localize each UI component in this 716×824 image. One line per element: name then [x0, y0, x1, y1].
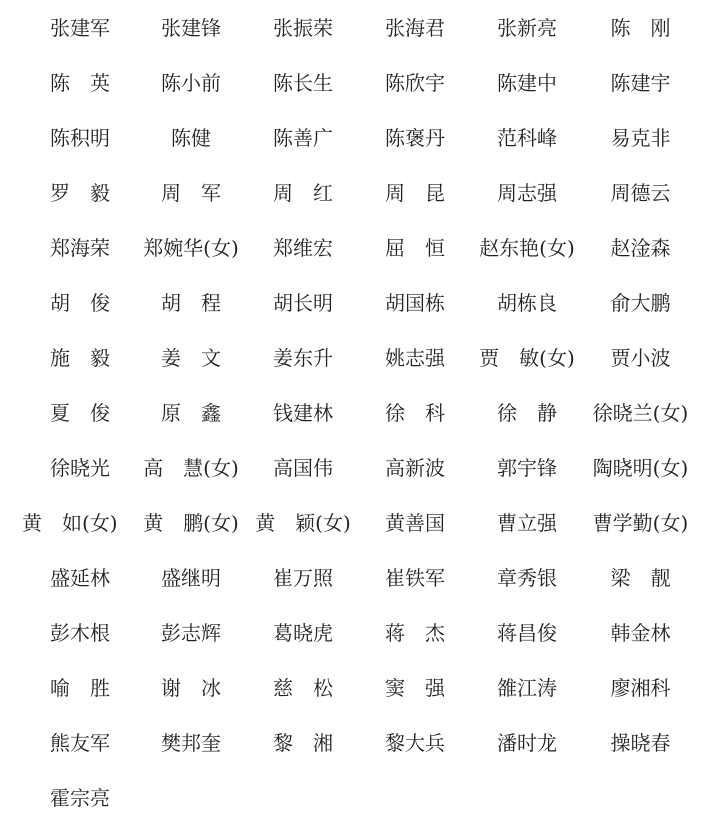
name-cell: 潘时龙 — [497, 731, 557, 755]
name-cell: 姜 文 — [161, 346, 221, 370]
name-cell: 张振荣 — [273, 16, 333, 40]
name-cell: 黄 颖(女) — [255, 511, 351, 535]
name-cell: 廖湘科 — [610, 676, 671, 700]
name-row — [0, 123, 716, 153]
name-cell: 易克非 — [610, 126, 671, 150]
name-cell: 崔万照 — [273, 566, 333, 590]
name-cell: 黎 湘 — [273, 731, 333, 755]
name-row — [0, 178, 716, 208]
name-cell: 郑维宏 — [273, 236, 333, 260]
name-cell: 赵淦森 — [610, 236, 671, 260]
name-cell: 高新波 — [385, 456, 445, 480]
name-cell: 胡 程 — [161, 291, 221, 315]
name-cell: 原 鑫 — [161, 401, 221, 425]
name-cell: 曹立强 — [497, 511, 557, 535]
name-cell: 梁 靓 — [610, 566, 671, 590]
name-cell: 慈 松 — [273, 676, 333, 700]
name-cell: 胡栋良 — [497, 291, 557, 315]
name-row — [0, 728, 716, 758]
name-cell: 黎大兵 — [385, 731, 445, 755]
name-cell: 陶晓明(女) — [592, 456, 689, 480]
name-cell: 贾小波 — [610, 346, 671, 370]
name-cell: 周 军 — [161, 181, 221, 205]
name-row — [0, 68, 716, 98]
name-cell: 韩金林 — [610, 621, 671, 645]
name-cell: 周德云 — [610, 181, 671, 205]
name-cell: 陈褒丹 — [385, 126, 445, 150]
name-cell: 盛延林 — [50, 566, 110, 590]
name-cell: 黄善国 — [385, 511, 445, 535]
name-cell: 陈小前 — [161, 71, 221, 95]
name-row — [0, 398, 716, 428]
name-row — [0, 343, 716, 373]
name-cell: 章秀银 — [497, 566, 557, 590]
name-cell: 熊友军 — [50, 731, 110, 755]
name-cell: 彭木根 — [50, 621, 110, 645]
name-cell: 黄 如(女) — [22, 511, 118, 535]
name-row — [0, 13, 716, 43]
name-cell: 喻 胜 — [50, 676, 110, 700]
name-cell: 徐 科 — [385, 401, 445, 425]
name-cell: 陈长生 — [273, 71, 333, 95]
name-cell: 陈 刚 — [610, 16, 671, 40]
name-cell: 张新亮 — [497, 16, 557, 40]
name-cell: 霍宗亮 — [50, 786, 110, 810]
name-cell: 张建军 — [50, 16, 110, 40]
name-cell: 罗 毅 — [50, 181, 110, 205]
name-cell: 夏 俊 — [50, 401, 110, 425]
name-row — [0, 563, 716, 593]
name-cell: 操晓春 — [610, 731, 671, 755]
name-cell: 蒋昌俊 — [497, 621, 557, 645]
name-cell: 陈健 — [171, 126, 211, 150]
name-cell: 郭宇锋 — [497, 456, 557, 480]
name-cell: 曹学勤(女) — [592, 511, 689, 535]
name-cell: 葛晓虎 — [273, 621, 333, 645]
name-cell: 徐 静 — [497, 401, 557, 425]
name-row — [0, 288, 716, 318]
name-cell: 钱建林 — [273, 401, 333, 425]
name-cell: 郑海荣 — [50, 236, 110, 260]
name-cell: 陈建宇 — [610, 71, 671, 95]
name-cell: 贾 敏(女) — [479, 346, 575, 370]
name-cell: 高 慧(女) — [143, 456, 239, 480]
name-cell: 雒江涛 — [497, 676, 557, 700]
name-cell: 樊邦奎 — [161, 731, 221, 755]
name-cell: 徐晓光 — [50, 456, 110, 480]
name-cell: 陈建中 — [497, 71, 557, 95]
name-row — [0, 673, 716, 703]
name-cell: 屈 恒 — [385, 236, 445, 260]
name-row — [0, 453, 716, 483]
name-cell: 陈 英 — [50, 71, 110, 95]
name-cell: 俞大鹏 — [610, 291, 671, 315]
name-cell: 窦 强 — [385, 676, 445, 700]
name-cell: 陈欣宇 — [385, 71, 445, 95]
name-cell: 盛继明 — [161, 566, 221, 590]
name-row — [0, 233, 716, 263]
name-cell: 周 昆 — [385, 181, 445, 205]
name-cell: 胡长明 — [273, 291, 333, 315]
name-cell: 周志强 — [497, 181, 557, 205]
name-cell: 施 毅 — [50, 346, 110, 370]
name-cell: 胡国栋 — [385, 291, 445, 315]
name-cell: 姜东升 — [273, 346, 333, 370]
name-cell: 崔铁军 — [385, 566, 445, 590]
name-row — [0, 618, 716, 648]
name-cell: 胡 俊 — [50, 291, 110, 315]
name-row — [0, 508, 716, 538]
name-cell: 陈善广 — [273, 126, 333, 150]
name-cell: 张海君 — [385, 16, 445, 40]
name-cell: 彭志辉 — [161, 621, 221, 645]
name-cell: 黄 鹏(女) — [143, 511, 239, 535]
name-cell: 张建锋 — [161, 16, 221, 40]
name-cell: 赵东艳(女) — [479, 236, 575, 260]
name-cell: 范科峰 — [497, 126, 557, 150]
name-cell: 蒋 杰 — [385, 621, 445, 645]
name-cell: 谢 冰 — [161, 676, 221, 700]
name-cell: 徐晓兰(女) — [592, 401, 689, 425]
name-cell: 陈积明 — [50, 126, 110, 150]
name-cell: 高国伟 — [273, 456, 333, 480]
name-cell: 郑婉华(女) — [143, 236, 239, 260]
name-cell: 周 红 — [273, 181, 333, 205]
name-row — [0, 783, 716, 813]
name-cell: 姚志强 — [385, 346, 445, 370]
